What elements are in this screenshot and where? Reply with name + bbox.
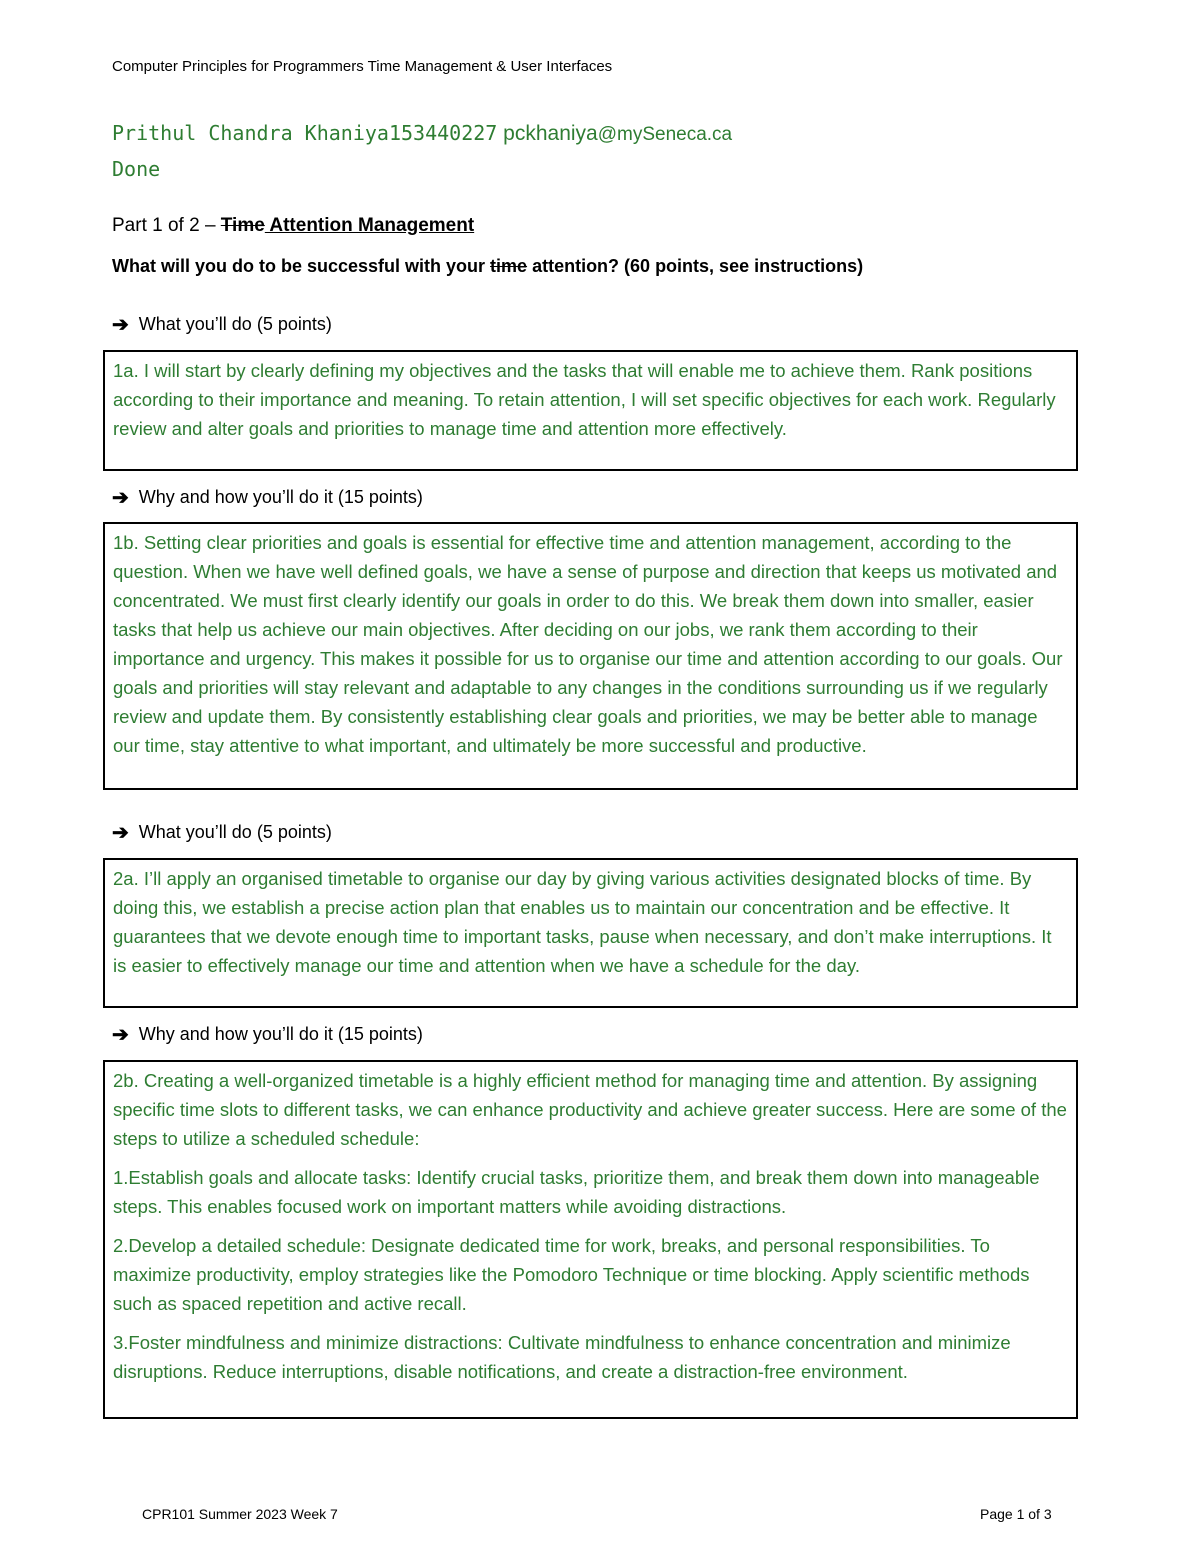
answer-1a-text: 1a. I will start by clearly defining my objectives and the tasks that will enable me to achieve them. Rank positions according to their importance and meaning. To retain attention, I will set specific objectives for each work. Regularly review and alter goals and priorities to manage time and attention more effectively. <box>113 360 1056 439</box>
student-line <box>112 116 732 152</box>
question-struck-word: time <box>490 256 528 276</box>
student-email-user: pckhaniya <box>503 122 598 145</box>
answer-box-1a <box>103 350 1078 471</box>
student-info <box>112 116 732 186</box>
answer-box-2a <box>103 858 1078 1008</box>
arrow-right-icon: ➔ <box>112 1024 129 1046</box>
prompt-what-2 <box>112 820 332 845</box>
prompt-what-1 <box>112 312 332 337</box>
main-question <box>112 256 863 277</box>
answer-2b-step-3: 3.Foster mindfulness and minimize distractions: Cultivate mindfulness to enhance concentration and minimize disruptions. Reduce interruptions, disable notifications, and create a distraction-free environment. <box>113 1332 1011 1382</box>
prompt-label: What you’ll do (5 points) <box>138 822 332 842</box>
prompt-why-2 <box>112 1022 423 1047</box>
answer-box-1b <box>103 522 1078 790</box>
answer-2b-step-2: 2.Develop a detailed schedule: Designate dedicated time for work, breaks, and personal responsibilities. To maximize productivity, employ strategies like the Pomodoro Technique or time blocking. Apply scientific methods such as spaced repetition and active recall. <box>113 1235 1030 1314</box>
part-struck-word: Time <box>220 215 265 236</box>
answer-2b-step-1: 1.Establish goals and allocate tasks: Identify crucial tasks, prioritize them, and break them down into manageable steps. This enables focused work on important matters while avoiding distractions. <box>113 1167 1040 1217</box>
student-name-id: Prithul Chandra Khaniya153440227 <box>112 121 498 145</box>
answer-1b-text: 1b. Setting clear priorities and goals is essential for effective time and attention management, according to the question. When we have well defined goals, we have a sense of purpose and direction that keeps us motivated and concentrated. We must first clearly identify our goals in order to do this. We break them down into smaller, easier tasks that help us achieve our main objectives. After deciding on our jobs, we rank them according to their importance and urgency. This makes it possible for us to organise our time and attention according to our goals. Our goals and priorities will stay relevant and adaptable to any changes in the conditions surrounding us if we regularly review and update them. By consistently establishing clear goals and priorities, we may be better able to manage our time, stay attentive to what important, and ultimately be more successful and productive. <box>113 532 1063 756</box>
status-text: Done <box>112 157 161 181</box>
arrow-right-icon: ➔ <box>112 487 129 509</box>
footer-course: CPR101 Summer 2023 Week 7 <box>142 1506 338 1522</box>
page-header: Computer Principles for Programmers Time Management & User Interfaces <box>112 58 613 75</box>
part-title <box>112 215 474 237</box>
question-after: attention? (60 points, see instructions) <box>527 256 864 276</box>
prompt-label: What you’ll do (5 points) <box>138 314 332 334</box>
arrow-right-icon: ➔ <box>112 314 129 336</box>
answer-box-2b <box>103 1060 1078 1419</box>
arrow-right-icon: ➔ <box>112 822 129 844</box>
footer-page-number: Page 1 of 3 <box>980 1506 1052 1522</box>
part-rest: Attention Management <box>264 215 475 236</box>
prompt-why-1 <box>112 485 423 510</box>
prompt-label: Why and how you’ll do it (15 points) <box>138 487 423 507</box>
student-email-domain: @mySeneca.ca <box>597 124 733 145</box>
answer-2a-text: 2a. I’ll apply an organised timetable to organise our day by giving various activities designated blocks of time. By doing this, we establish a precise action plan that enables us to maintain our concentration and be effective. It guarantees that we devote enough time to important tasks, pause when necessary, and don’t make interruptions. It is easier to effectively manage our time and attention when we have a schedule for the day. <box>113 868 1052 976</box>
prompt-label: Why and how you’ll do it (15 points) <box>138 1024 423 1044</box>
answer-2b-intro: 2b. Creating a well-organized timetable is a highly efficient method for managing time and attention. By assigning specific time slots to different tasks, we can enhance productivity and achieve greater success. Here are some of the steps to utilize a scheduled schedule: <box>113 1070 1067 1149</box>
question-before: What will you do to be successful with your <box>112 256 491 276</box>
part-prefix: Part 1 of 2 – <box>112 215 221 236</box>
